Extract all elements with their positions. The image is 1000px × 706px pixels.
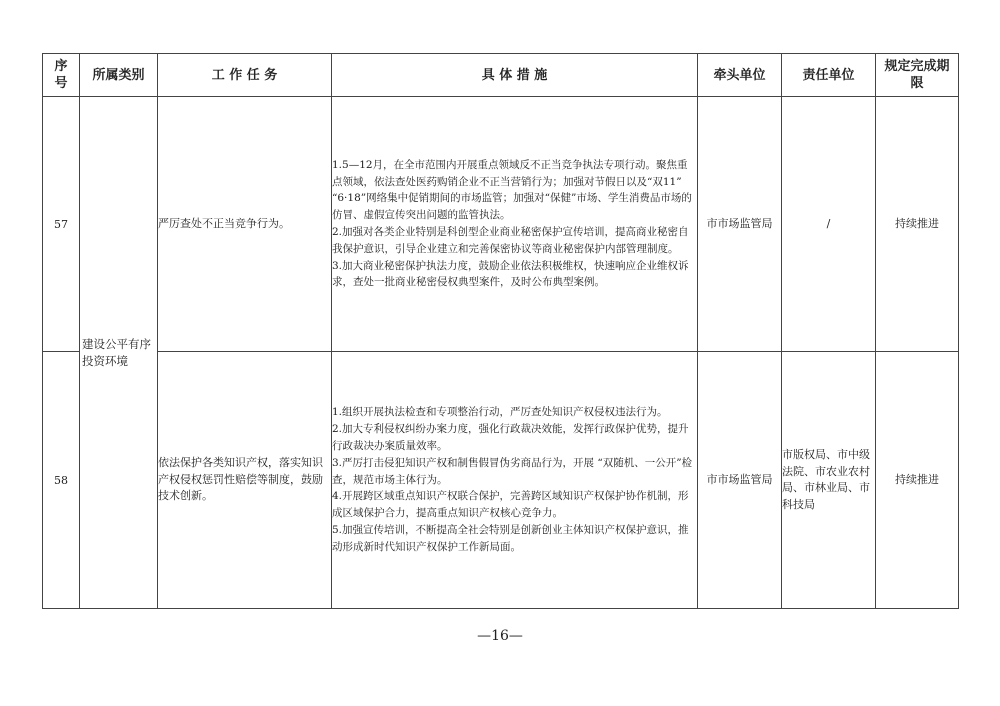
measures-cell xyxy=(332,352,698,609)
task-cell: 严厉查处不正当竞争行为。 xyxy=(158,97,332,352)
header-task: 工 作 任 务 xyxy=(158,54,332,97)
measure-item: 2.加大专利侵权纠纷办案力度，强化行政裁决效能，发挥行政保护优势，提升行政裁决办案质量效率。 xyxy=(332,423,689,452)
header-category: 所属类别 xyxy=(80,54,158,97)
header-row xyxy=(43,54,959,97)
lead-unit: 市市场监管局 xyxy=(698,352,782,609)
measure-item: 4.开展跨区域重点知识产权联合保护，完善跨区域知识产权保护协作机制，形成区域保护合力，提高重点知识产权核心竞争力。 xyxy=(332,490,689,520)
header-deadline: 规定完成期限 xyxy=(876,54,959,97)
row-number: 58 xyxy=(43,352,80,609)
measure-item: 1.5—12月，在全市范围内开展重点领域反不正当竞争执法专项行动。聚焦重点领域，依法查处医药购销企业不正当营销行为；加强对节假日以及“双11” “6·18”网络集中促销期间的市场监管；加强对“保健”市场、学生消费品市场的仿冒、虚假宣传突出问题的监管执法。 xyxy=(332,158,692,222)
table-row xyxy=(43,352,959,609)
measure-item: 3.严厉打击侵犯知识产权和制售假冒伪劣商品行为，开展 “双随机、一公开”检查，规范市场主体行为。 xyxy=(332,456,693,486)
responsible-unit: / xyxy=(782,97,876,352)
row-number: 57 xyxy=(43,97,80,352)
page-number: —16— xyxy=(477,628,523,644)
header-responsible: 责任单位 xyxy=(782,54,876,97)
responsible-unit: 市版权局、市中级法院、市农业农村局、市林业局、市科技局 xyxy=(782,352,876,609)
measures-cell xyxy=(332,97,698,352)
measure-item: 1.组织开展执法检查和专项整治行动，严厉查处知识产权侵权违法行为。 xyxy=(332,406,668,419)
category-cell xyxy=(80,97,158,609)
task-table xyxy=(42,53,959,609)
category-label: 建设公平有序投资环境 xyxy=(82,336,151,368)
deadline: 持续推进 xyxy=(876,352,959,609)
lead-unit: 市市场监管局 xyxy=(698,97,782,352)
header-measures: 具 体 措 施 xyxy=(332,54,698,97)
table-row xyxy=(43,97,959,352)
measure-item: 2.加强对各类企业特别是科创型企业商业秘密保护宣传培训，提高商业秘密自我保护意识，引导企业建立和完善保密协议等商业秘密保护内部管理制度。 xyxy=(332,226,689,255)
deadline: 持续推进 xyxy=(876,97,959,352)
measure-item: 3.加大商业秘密保护执法力度，鼓励企业依法积极维权，快速响应企业维权诉求，查处一批商业秘密侵权典型案件，及时公布典型案例。 xyxy=(332,259,689,289)
header-no: 序号 xyxy=(43,54,80,97)
header-lead: 牵头单位 xyxy=(698,54,782,97)
measure-item: 5.加强宣传培训，不断提高全社会特别是创新创业主体知识产权保护意识，推动形成新时代知识产权保护工作新局面。 xyxy=(332,523,689,553)
task-cell: 依法保护各类知识产权，落实知识产权侵权惩罚性赔偿等制度，鼓励技术创新。 xyxy=(158,352,332,609)
